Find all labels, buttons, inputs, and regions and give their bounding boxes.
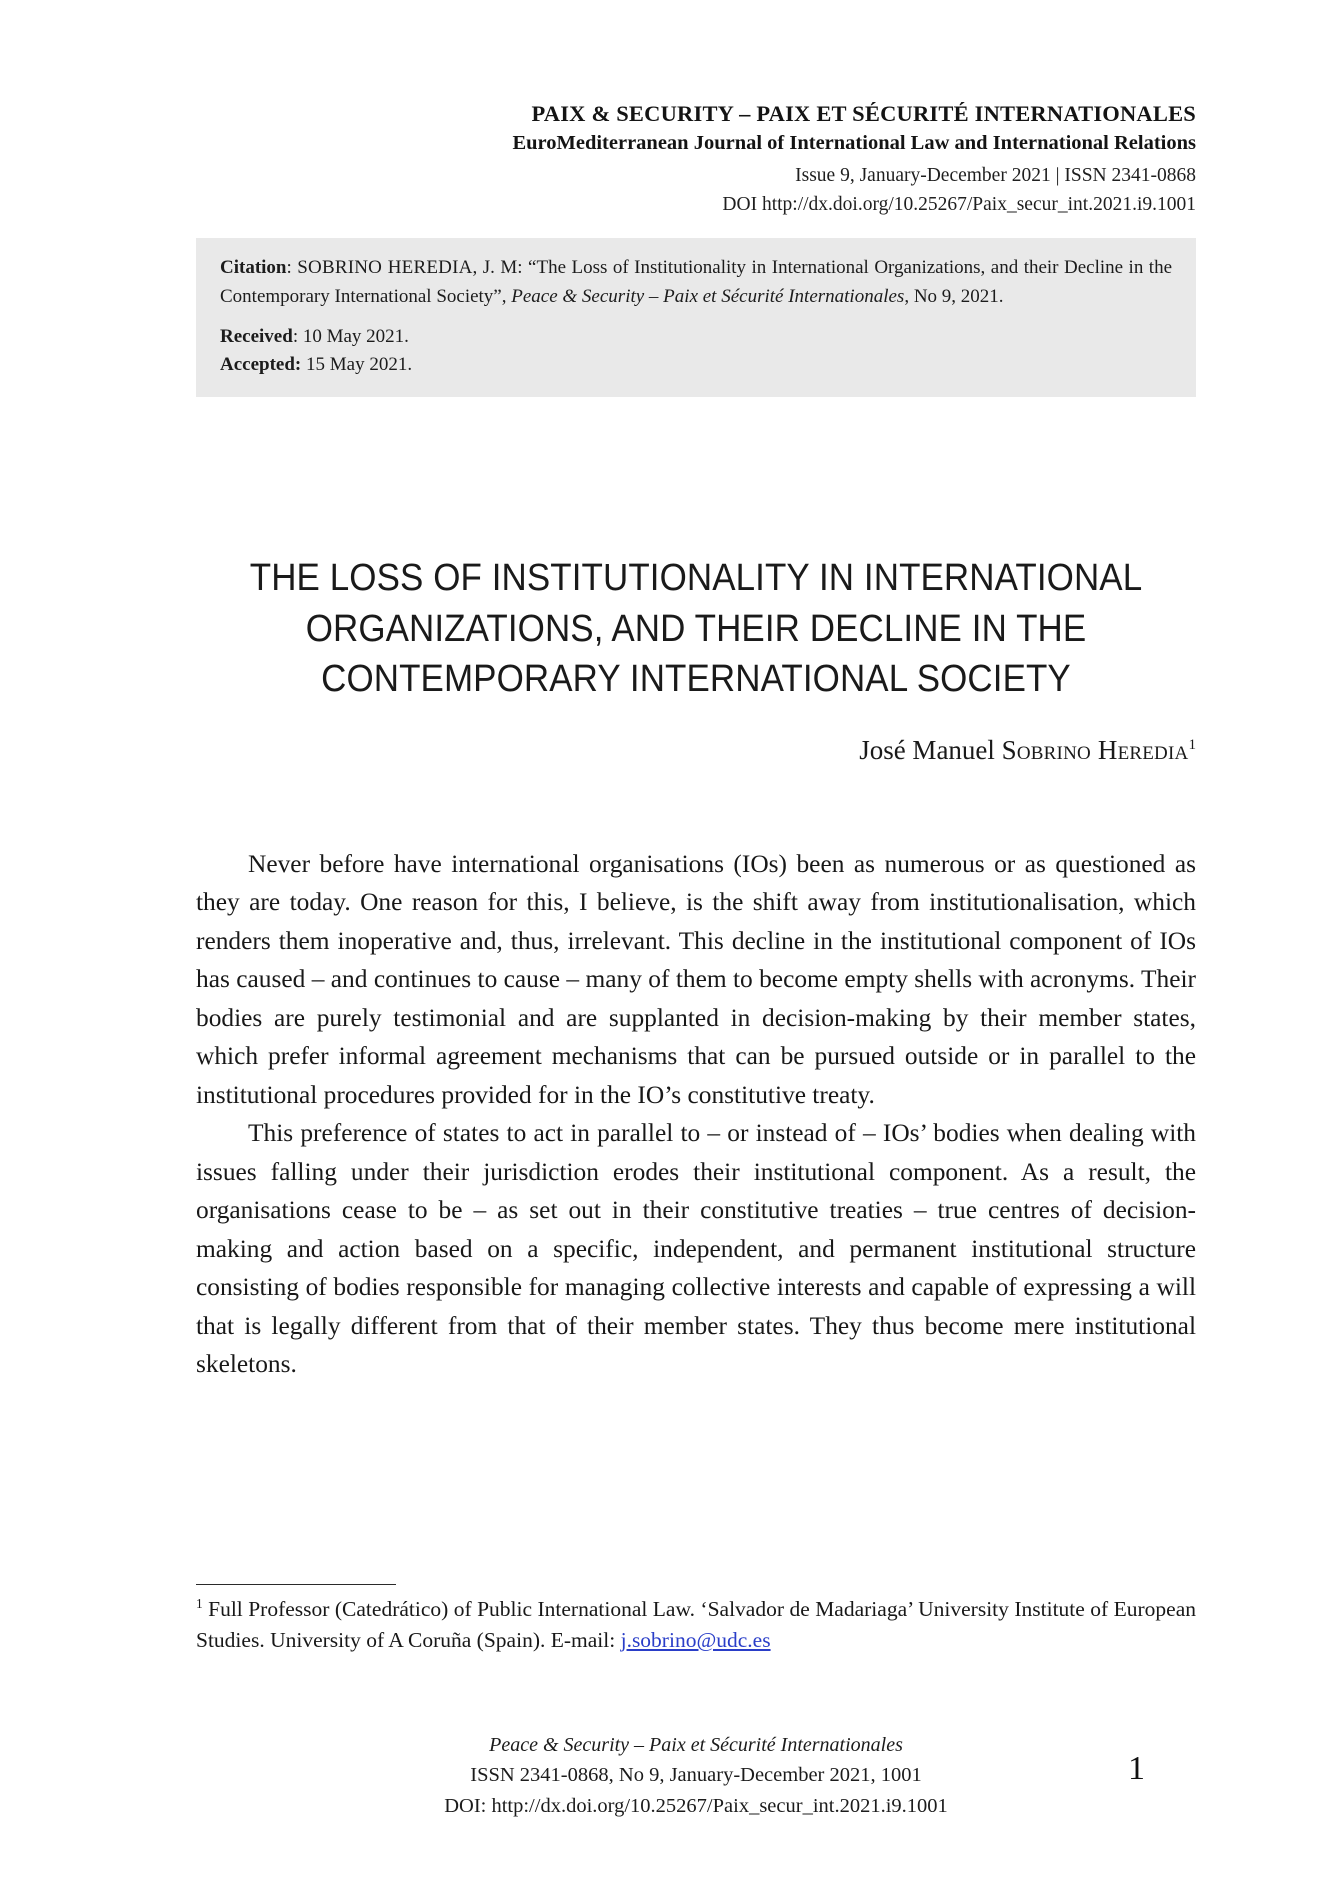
author-email-link[interactable]: j.sobrino@udc.es	[620, 1628, 771, 1653]
received-label: Received	[220, 326, 293, 347]
page-footer	[196, 1730, 1196, 1822]
author-byline	[196, 735, 1196, 766]
submission-dates	[220, 323, 1172, 379]
footnote-marker: 1	[196, 1595, 203, 1611]
author-surname: Sobrino Heredia	[1001, 735, 1189, 765]
citation-label: Citation	[220, 257, 287, 278]
citation-box	[196, 238, 1196, 397]
citation-tail: , No 9, 2021.	[904, 285, 1004, 307]
citation-colon: :	[286, 257, 298, 278]
citation-author: SOBRINO HEREDIA	[297, 257, 473, 278]
received-line	[220, 323, 1172, 351]
footnote-1	[196, 1594, 1196, 1656]
author-given-names: José Manuel	[859, 735, 1002, 765]
footer-doi-line: DOI: http://dx.doi.org/10.25267/Paix_secur_int.2021.i9.1001	[444, 1794, 948, 1817]
author-footnote-marker: 1	[1188, 737, 1196, 753]
citation-author-initials: , J. M:	[472, 257, 529, 278]
journal-subtitle: EuroMediterranean Journal of International Law and International Relations	[512, 131, 1196, 154]
footnote-text: Full Professor (Catedrático) of Public International Law. ‘Salvador de Madariaga’ University Institute of European Studies. University of A Coruña (Spain). E-mail:	[196, 1597, 1196, 1653]
issue-line: Issue 9, January-December 2021 | ISSN 2341-0868	[795, 164, 1196, 186]
footer-issn-line: ISSN 2341-0868, No 9, January-December 2021, 1001	[470, 1764, 922, 1786]
accepted-line	[220, 351, 1172, 379]
page-title: THE LOSS OF INSTITUTIONALITY IN INTERNATIONAL ORGANIZATIONS, AND THEIR DECLINE IN THE CONTEMPORARY INTERNATIONAL SOCIETY	[249, 557, 1143, 700]
accepted-value: 15 May 2021.	[301, 354, 413, 376]
accepted-label: Accepted:	[220, 354, 302, 376]
received-value: : 10 May 2021.	[292, 326, 409, 347]
citation-article-title: “The Loss of Institutionality in International Organizations, and their Decline in the Contemporary International Society”,	[220, 257, 1173, 307]
body-paragraph: Never before have international organisations (IOs) been as numerous or as questioned as they are today. One reason for this, I believe, is the shift away from institutionalisation, which renders them inoperative and, thus, irrelevant. This decline in the institutional component of IOs has caused – and continues to cause – many of them to become empty shells with acronyms. Their bodies are purely testimonial and are supplanted in decision-making by their member states, which prefer informal agreement mechanisms that can be pursued outside or in parallel to the institutional procedures provided for in the IO’s constitutive treaty.	[196, 850, 1196, 1109]
masthead-doi-line: DOI http://dx.doi.org/10.25267/Paix_secur_int.2021.i9.1001	[722, 194, 1196, 216]
citation-text	[220, 254, 1172, 311]
body-paragraph: This preference of states to act in parallel to – or instead of – IOs’ bodies when dealing with issues falling under their jurisdiction erodes their institutional component. As a result, the organisations cease to be – as set out in their constitutive treaties – true centres of decision-making and action based on a specific, independent, and permanent institutional structure consisting of bodies responsible for managing collective interests and capable of expressing a will that is legally different from that of their member states. They thus become mere institutional skeletons.	[196, 1119, 1196, 1379]
journal-title: PAIX & SECURITY – PAIX ET SÉCURITÉ INTERNATIONALES	[531, 101, 1196, 126]
citation-journal: Peace & Security – Paix et Sécurité Internationales	[511, 285, 905, 307]
journal-masthead	[196, 100, 1196, 219]
footer-journal-name: Peace & Security – Paix et Sécurité Internationales	[489, 1734, 903, 1756]
page-number: 1	[1128, 1750, 1145, 1787]
footnote-separator	[196, 1584, 396, 1585]
article-body	[196, 845, 1196, 1384]
